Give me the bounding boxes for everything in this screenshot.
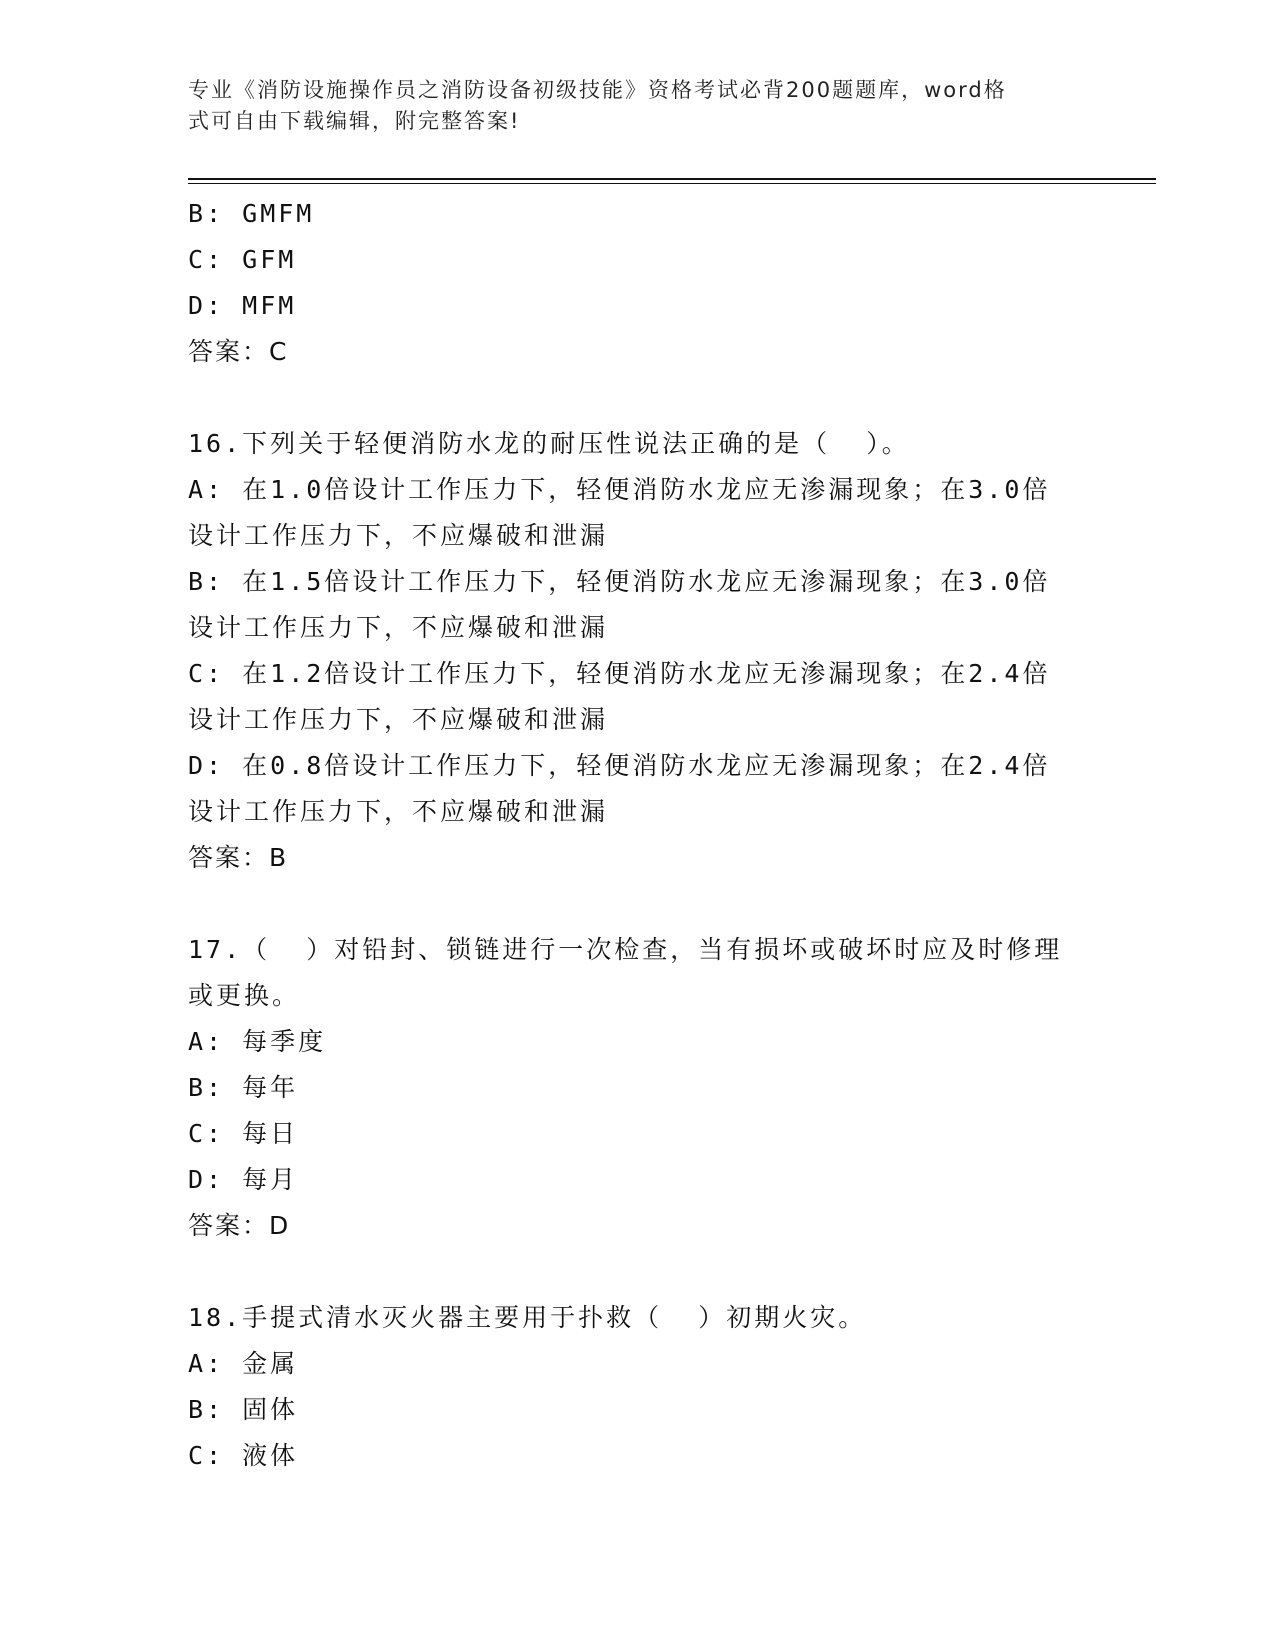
question-18 [188, 1295, 1088, 1479]
option-a: A: 金属 [188, 1349, 299, 1378]
question-text-line-2: 或更换。 [188, 981, 301, 1010]
question-text: 18.手提式清水灭火器主要用于扑救（ ）初期火灾。 [188, 1303, 867, 1332]
option-c-line-2: 设计工作压力下，不应爆破和泄漏 [188, 705, 609, 734]
option-d: D: MFM [188, 291, 297, 320]
option-a-line-2: 设计工作压力下，不应爆破和泄漏 [188, 521, 609, 550]
option-c: C: 每日 [188, 1119, 299, 1148]
option-c: C: 液体 [188, 1441, 299, 1470]
option-d: D: 每月 [188, 1165, 299, 1194]
option-a-line-1: A: 在1.0倍设计工作压力下，轻便消防水龙应无渗漏现象；在3.0倍 [188, 475, 1051, 504]
answer-label: 答案：D [188, 1211, 291, 1240]
option-d-line-1: D: 在0.8倍设计工作压力下，轻便消防水龙应无渗漏现象；在2.4倍 [188, 751, 1051, 780]
spacer [188, 1249, 1088, 1295]
option-b: B: 每年 [188, 1073, 299, 1102]
spacer [188, 375, 1088, 421]
header-title-line-2: 式可自由下载编辑，附完整答案! [188, 109, 521, 133]
question-16 [188, 421, 1088, 881]
question-list [188, 191, 1088, 1479]
answer-label: 答案：C [188, 337, 289, 366]
document-header [188, 75, 1068, 137]
option-a: A: 每季度 [188, 1027, 327, 1056]
option-c-line-1: C: 在1.2倍设计工作压力下，轻便消防水龙应无渗漏现象；在2.4倍 [188, 659, 1051, 688]
header-divider-thick [188, 178, 1156, 180]
question-text: 16.下列关于轻便消防水龙的耐压性说法正确的是（ ）。 [188, 429, 910, 458]
option-b-line-2: 设计工作压力下，不应爆破和泄漏 [188, 613, 609, 642]
option-d-line-2: 设计工作压力下，不应爆破和泄漏 [188, 797, 609, 826]
question-text-line-1: 17.（ ）对铅封、锁链进行一次检查，当有损坏或破坏时应及时修理 [188, 935, 1063, 964]
question-15-tail [188, 191, 1088, 375]
option-b: B: 固体 [188, 1395, 299, 1424]
spacer [188, 881, 1088, 927]
answer-label: 答案：B [188, 843, 289, 872]
header-divider-thin [188, 183, 1156, 184]
option-b-line-1: B: 在1.5倍设计工作压力下，轻便消防水龙应无渗漏现象；在3.0倍 [188, 567, 1051, 596]
header-title-line-1: 专业《消防设施操作员之消防设备初级技能》资格考试必背200题题库，word格 [188, 78, 1007, 102]
option-b: B: GMFM [188, 199, 315, 228]
option-c: C: GFM [188, 245, 297, 274]
question-17 [188, 927, 1088, 1249]
